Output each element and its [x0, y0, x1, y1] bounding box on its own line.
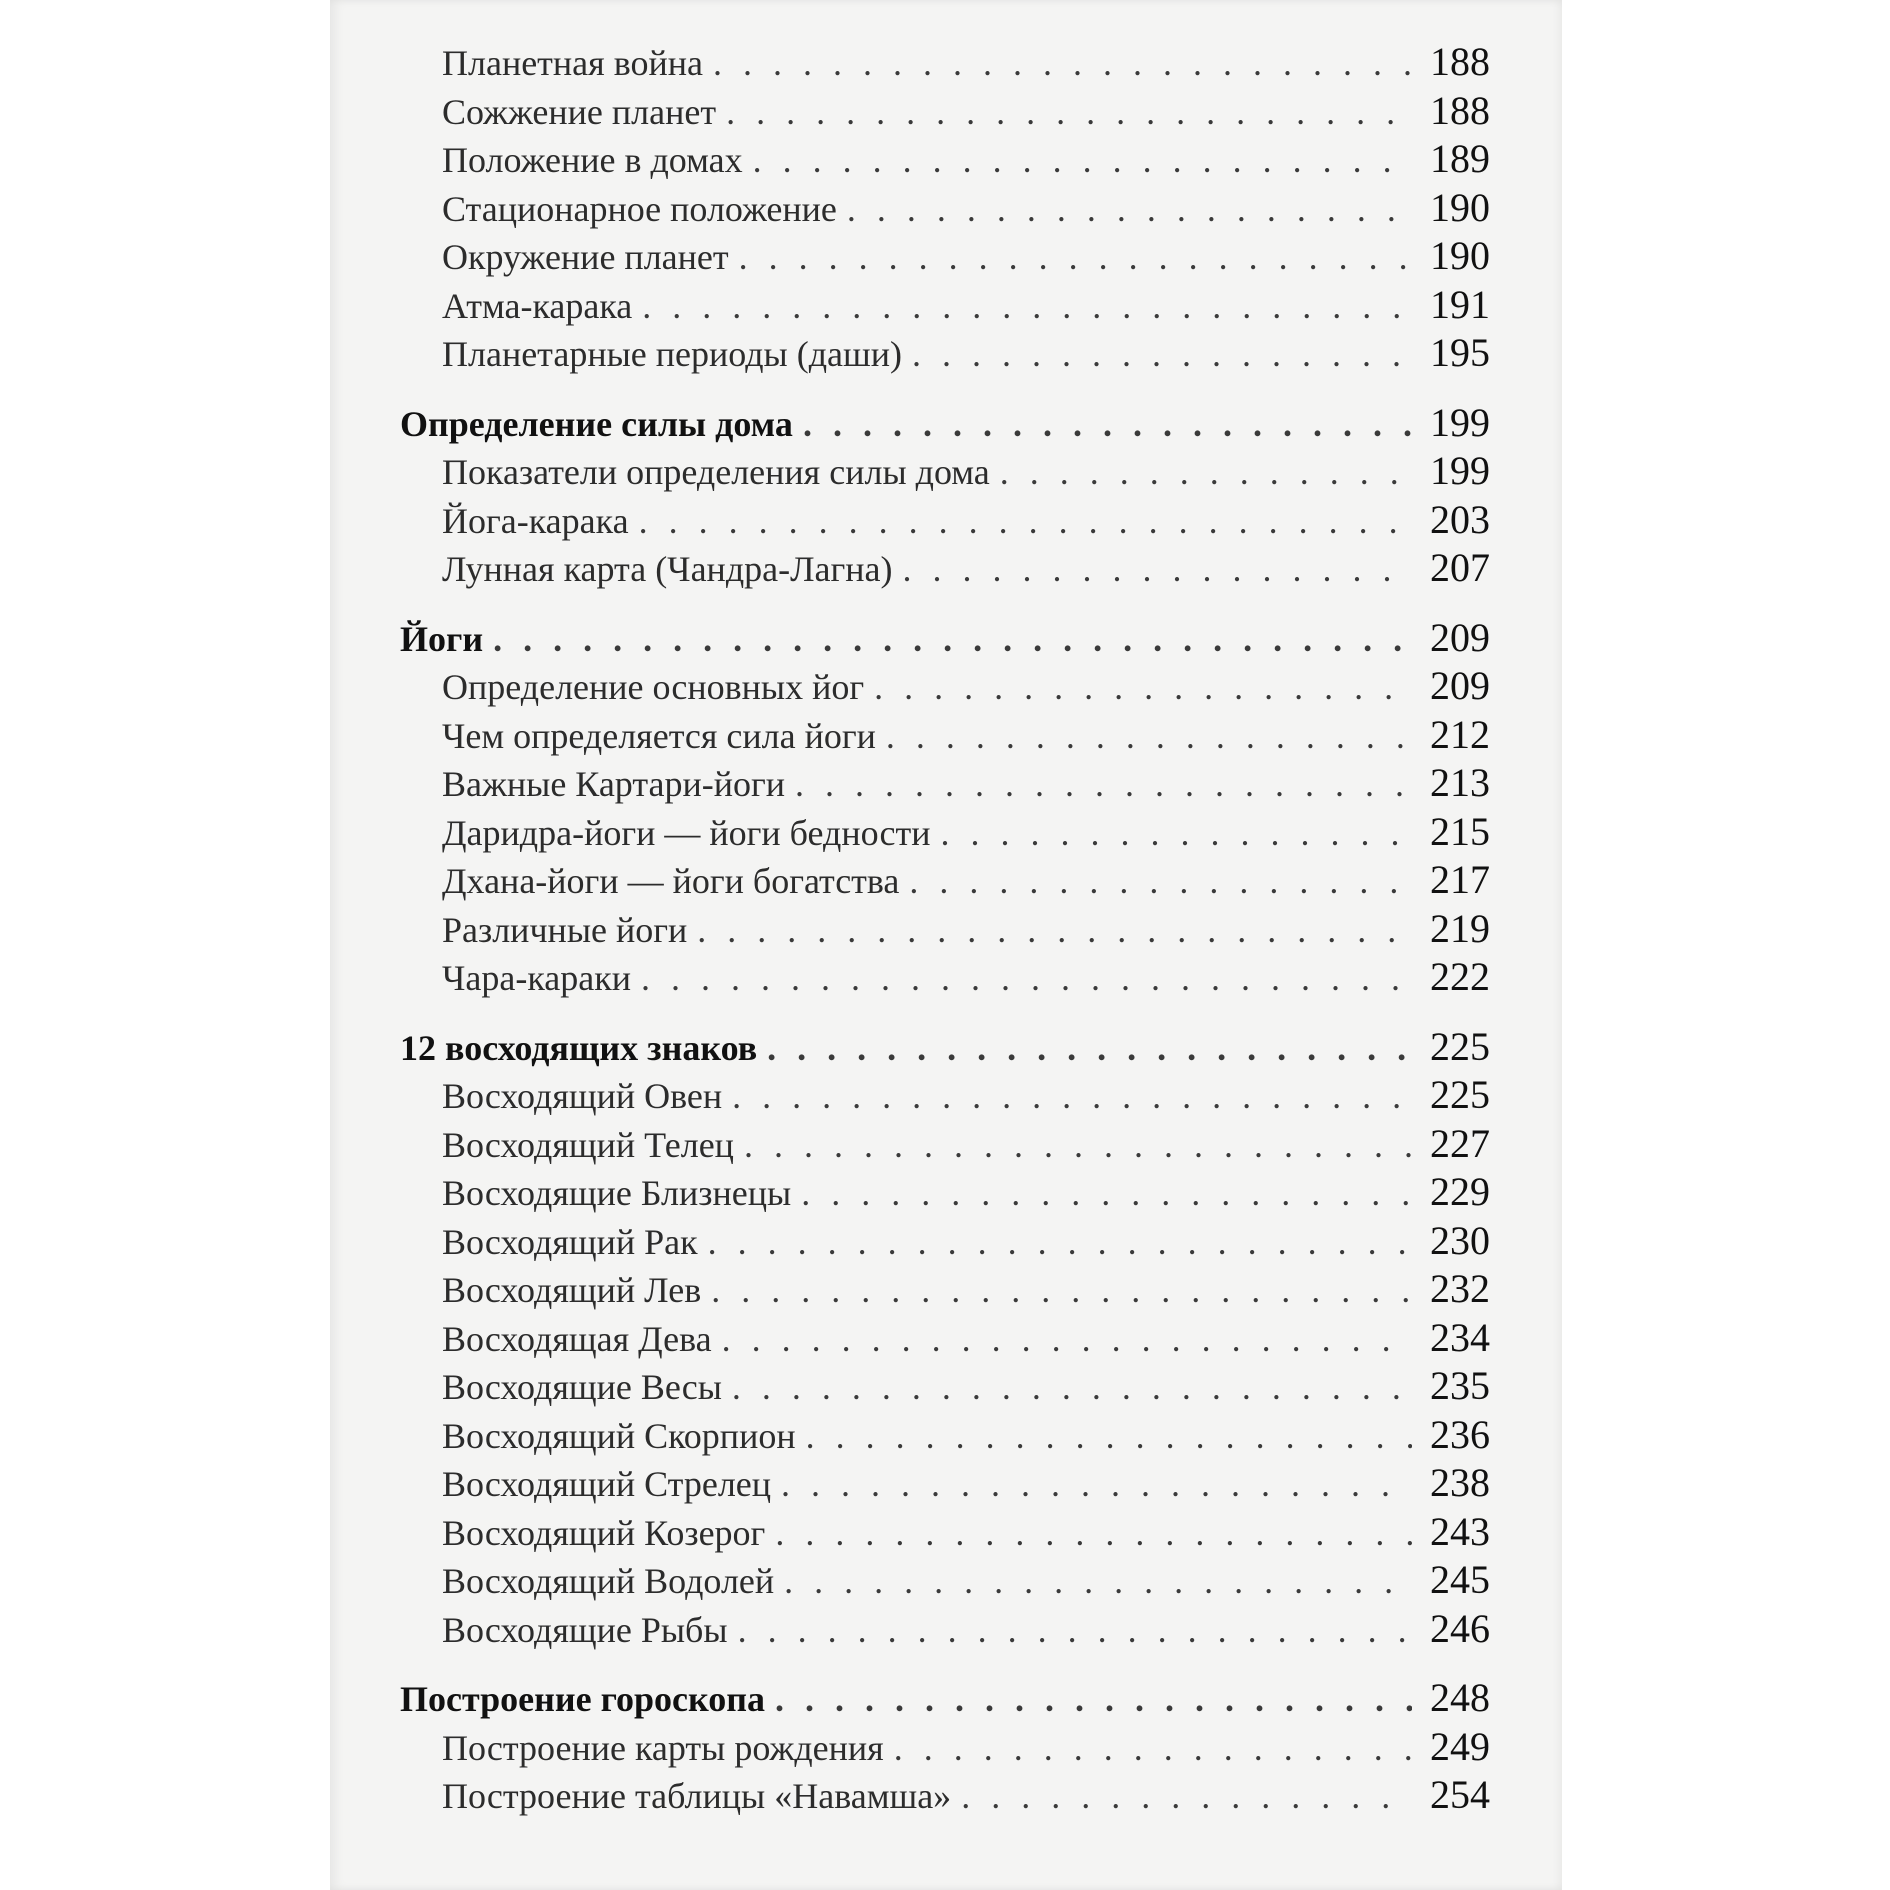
dot-leader: [711, 1266, 1412, 1315]
entry-title: Восходящий Водолей: [442, 1561, 775, 1601]
toc-entry: [400, 1556, 1490, 1605]
toc-entry: [400, 1771, 1490, 1820]
entry-title: Показатели определения силы дома: [442, 452, 990, 492]
page-number: 245: [1430, 1557, 1490, 1602]
dot-leader: [847, 185, 1412, 234]
dot-leader: [767, 1024, 1412, 1073]
dot-leader: [642, 282, 1412, 331]
entry-title: Положение в домах: [442, 140, 743, 180]
page-number: 199: [1430, 399, 1490, 445]
dot-leader: [732, 1072, 1412, 1121]
dot-leader: [744, 1121, 1412, 1170]
toc-entry: [400, 184, 1490, 233]
toc-entry: [400, 135, 1490, 184]
toc-entry: [400, 1120, 1490, 1169]
dot-leader: [886, 712, 1412, 761]
toc-entry: [400, 1723, 1490, 1772]
entry-title: Планетная война: [442, 43, 703, 83]
dot-leader: [803, 400, 1412, 449]
entry-title: Восходящие Близнецы: [442, 1173, 792, 1213]
page-number: 234: [1430, 1314, 1490, 1360]
toc-section: [400, 399, 1490, 593]
page-number: 199: [1430, 448, 1490, 493]
toc-section-heading: [400, 399, 1490, 448]
dot-leader: [713, 39, 1412, 88]
page-number: 254: [1430, 1772, 1490, 1817]
toc-entry: [400, 87, 1490, 136]
toc-entry: [400, 711, 1490, 760]
toc-entry: [400, 1508, 1490, 1557]
toc-entry: [400, 953, 1490, 1002]
section-title: Построение гороскопа: [400, 1679, 766, 1719]
page-number: 243: [1430, 1508, 1490, 1554]
page-number: 195: [1430, 330, 1490, 375]
toc-section-heading: [400, 1674, 1490, 1723]
dot-leader: [784, 1557, 1412, 1606]
toc-section-heading: [400, 614, 1490, 663]
entry-title: Атма-карака: [442, 285, 633, 326]
dot-leader: [739, 233, 1412, 282]
toc-section: [400, 614, 1490, 1002]
page-number: 230: [1430, 1217, 1490, 1263]
entry-title: Построение карты рождения: [442, 1727, 884, 1768]
page-number: 217: [1430, 857, 1490, 902]
page-number: 209: [1430, 663, 1490, 708]
dot-leader: [722, 1315, 1412, 1364]
dot-leader: [697, 906, 1412, 955]
entry-title: Окружение планет: [442, 237, 729, 277]
entry-title: Восходящий Лев: [442, 1270, 702, 1310]
table-of-contents: [400, 38, 1490, 1841]
dot-leader: [753, 136, 1412, 185]
dot-leader: [493, 615, 1412, 664]
section-title: Определение силы дома: [400, 403, 793, 444]
toc-section: [400, 38, 1490, 378]
entry-title: Чем определяется сила йоги: [442, 715, 876, 756]
dot-leader: [894, 1724, 1412, 1773]
dot-leader: [940, 809, 1412, 858]
dot-leader: [909, 857, 1412, 906]
entry-title: Лунная карта (Чандра-Лагна): [442, 549, 893, 589]
dot-leader: [961, 1772, 1412, 1821]
page-number: 249: [1430, 1723, 1490, 1769]
dot-leader: [775, 1509, 1412, 1558]
dot-leader: [874, 663, 1412, 712]
toc-section-heading: [400, 1023, 1490, 1072]
dot-leader: [781, 1460, 1412, 1509]
page-number: 219: [1430, 905, 1490, 951]
entry-title: Восходящие Рыбы: [442, 1609, 728, 1650]
toc-entry: [400, 1605, 1490, 1654]
entry-title: Различные йоги: [442, 909, 688, 950]
dot-leader: [903, 545, 1413, 594]
page-number: 190: [1430, 184, 1490, 230]
page-number: 248: [1430, 1675, 1490, 1720]
toc-entry: [400, 1459, 1490, 1508]
dot-leader: [639, 497, 1412, 546]
page-number: 191: [1430, 281, 1490, 327]
page-number: 225: [1430, 1072, 1490, 1117]
toc-entry: [400, 1411, 1490, 1460]
dot-leader: [641, 954, 1412, 1003]
toc-entry: [400, 905, 1490, 954]
toc-entry: [400, 759, 1490, 808]
toc-entry: [400, 856, 1490, 905]
entry-title: Восходящие Весы: [442, 1367, 722, 1407]
entry-title: Дхана-йоги — йоги богатства: [442, 861, 900, 901]
section-title: 12 восходящих знаков: [400, 1027, 758, 1068]
dot-leader: [801, 1169, 1412, 1218]
book-page: [330, 0, 1562, 1890]
page-number: 246: [1430, 1605, 1490, 1651]
entry-title: Сожжение планет: [442, 91, 717, 132]
page-number: 222: [1430, 954, 1490, 999]
dot-leader: [738, 1606, 1412, 1655]
page-number: 212: [1430, 711, 1490, 757]
entry-title: Йога-карака: [442, 500, 629, 541]
dot-leader: [708, 1218, 1412, 1267]
dot-leader: [1000, 448, 1412, 497]
toc-entry: [400, 662, 1490, 711]
page-number: 190: [1430, 233, 1490, 278]
toc-entry: [400, 544, 1490, 593]
page-number: 232: [1430, 1266, 1490, 1311]
toc-entry: [400, 232, 1490, 281]
entry-title: Восходящий Телец: [442, 1124, 734, 1165]
toc-entry: [400, 496, 1490, 545]
dot-leader: [795, 760, 1412, 809]
page-number: 188: [1430, 87, 1490, 133]
page-number: 227: [1430, 1120, 1490, 1166]
page-number: 215: [1430, 808, 1490, 854]
toc-section: [400, 1023, 1490, 1654]
toc-entry: [400, 447, 1490, 496]
dot-leader: [726, 88, 1412, 137]
page-number: 236: [1430, 1411, 1490, 1457]
toc-entry: [400, 1265, 1490, 1314]
toc-entry: [400, 38, 1490, 87]
entry-title: Восходящий Рак: [442, 1221, 698, 1262]
entry-title: Восходящий Овен: [442, 1076, 723, 1116]
entry-title: Восходящий Козерог: [442, 1512, 766, 1553]
dot-leader: [806, 1412, 1412, 1461]
dot-leader: [912, 330, 1412, 379]
dot-leader: [775, 1675, 1412, 1724]
section-title: Йоги: [400, 618, 484, 659]
page-number: 188: [1430, 39, 1490, 84]
toc-entry: [400, 1071, 1490, 1120]
toc-entry: [400, 1362, 1490, 1411]
entry-title: Стационарное положение: [442, 188, 837, 229]
toc-entry: [400, 1217, 1490, 1266]
page-number: 235: [1430, 1363, 1490, 1408]
toc-entry: [400, 281, 1490, 330]
page-number: 229: [1430, 1169, 1490, 1214]
toc-section: [400, 1674, 1490, 1820]
page-number: 225: [1430, 1023, 1490, 1069]
entry-title: Планетарные периоды (даши): [442, 334, 903, 374]
entry-title: Важные Картари-йоги: [442, 764, 786, 804]
toc-entry: [400, 1314, 1490, 1363]
entry-title: Чара-караки: [442, 958, 631, 998]
toc-entry: [400, 329, 1490, 378]
page-number: 238: [1430, 1460, 1490, 1505]
entry-title: Построение таблицы «Навамша»: [442, 1776, 952, 1816]
entry-title: Восходящая Дева: [442, 1318, 712, 1359]
page-number: 203: [1430, 496, 1490, 542]
toc-entry: [400, 808, 1490, 857]
entry-title: Даридра-йоги — йоги бедности: [442, 812, 931, 853]
page-number: 209: [1430, 614, 1490, 660]
toc-entry: [400, 1168, 1490, 1217]
dot-leader: [732, 1363, 1412, 1412]
page-number: 213: [1430, 760, 1490, 805]
page-number: 189: [1430, 136, 1490, 181]
entry-title: Восходящий Скорпион: [442, 1415, 796, 1456]
page-number: 207: [1430, 545, 1490, 590]
entry-title: Восходящий Стрелец: [442, 1464, 772, 1504]
entry-title: Определение основных йог: [442, 667, 865, 707]
